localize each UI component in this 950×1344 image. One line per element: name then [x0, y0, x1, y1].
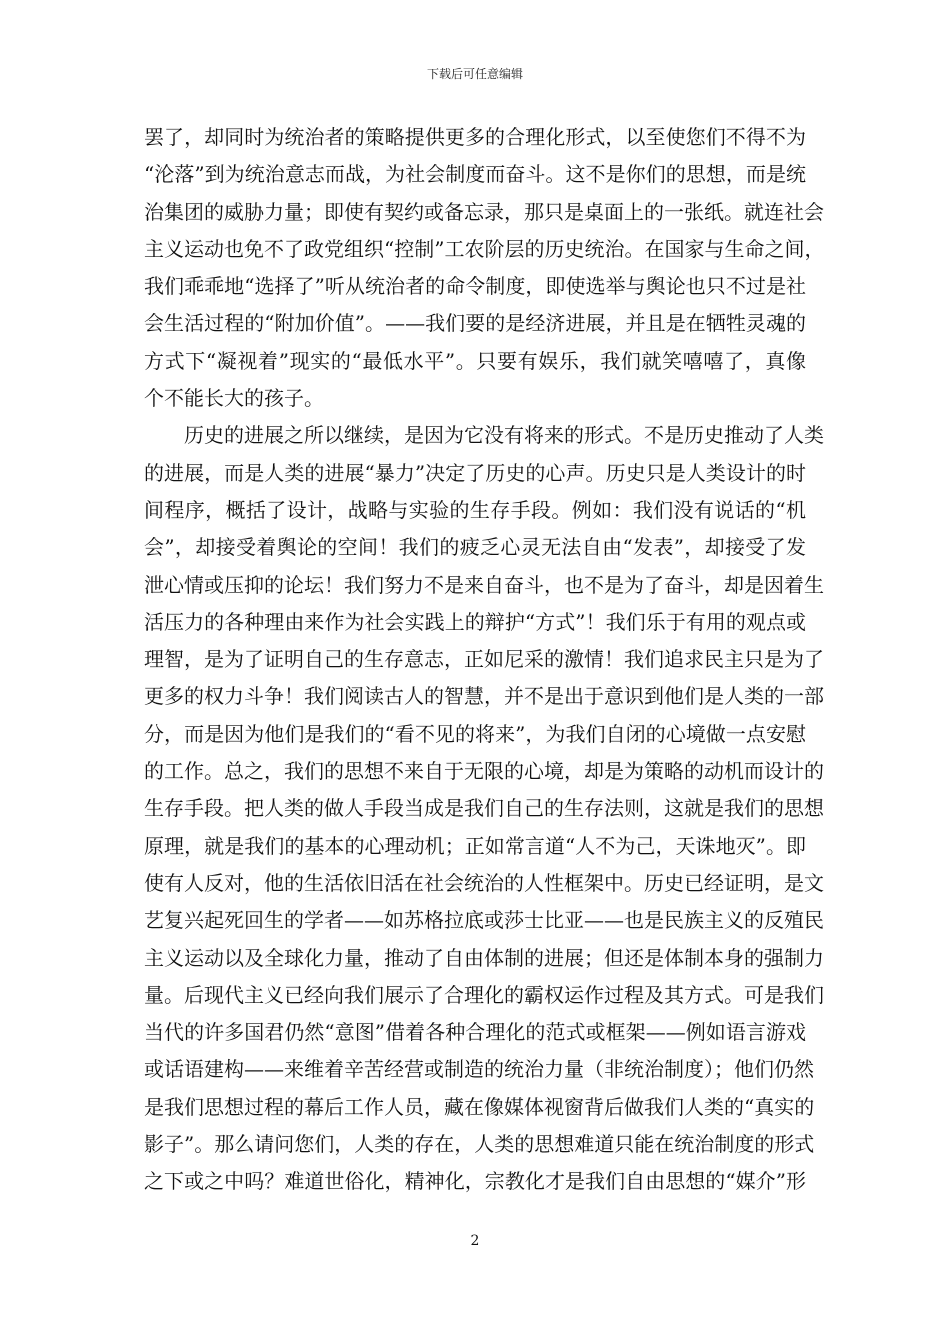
text-line: 活压力的各种理由来作为社会实践上的辩护“方式”！我们乐于有用的观点或	[144, 609, 806, 634]
text-line: 理智，是为了证明自己的生存意志，正如尼采的激情！我们追求民主只是为了	[144, 647, 824, 672]
text-line: 个不能长大的孩子。	[144, 386, 324, 411]
text-line: 的工作。总之，我们的思想不来自于无限的心境，却是为策略的动机而设计的	[144, 759, 824, 784]
text-line: 使有人反对，他的生活依旧活在社会统治的人性框架中。历史已经证明，是文	[144, 870, 824, 895]
paragraph-2	[144, 417, 824, 1200]
text-line: 之下或之中吗？难道世俗化，精神化，宗教化才是我们自由思想的“媒介”形	[144, 1169, 806, 1194]
text-line: 主义运动也免不了政党组织“控制”工农阶层的历史统治。在国家与生命之间，	[144, 236, 825, 261]
text-line: 艺复兴起死回生的学者——如苏格拉底或莎士比亚——也是民族主义的反殖民	[144, 908, 824, 933]
text-line: 当代的许多国君仍然“意图”借着各种合理化的范式或框架——例如语言游戏	[144, 1020, 806, 1045]
text-line: 会生活过程的“附加价值”。——我们要的是经济进展，并且是在牺牲灵魂的	[144, 311, 806, 336]
text-line: 治集团的威胁力量；即使有契约或备忘录，那只是桌面上的一张纸。就连社会	[144, 199, 824, 224]
text-line: 原理，就是我们的基本的心理动机；正如常言道“人不为己，天诛地灭”。即	[144, 833, 806, 858]
paragraph-1	[144, 119, 825, 417]
text-line: 是我们思想过程的幕后工作人员，藏在像媒体视窗背后做我们人类的“真实的	[144, 1094, 815, 1119]
text-line: 量。后现代主义已经向我们展示了合理化的霸权运作过程及其方式。可是我们	[144, 982, 824, 1007]
document-body	[144, 119, 825, 1201]
text-line: “沦落”到为统治意志而战，为社会制度而奋斗。这不是你们的思想，而是统	[144, 162, 806, 187]
text-line: 主义运动以及全球化力量，推动了自由体制的进展；但还是体制本身的强制力	[144, 945, 824, 970]
page-header: 下载后可任意编辑	[426, 67, 523, 81]
text-line: 或话语建构——来维着辛苦经营或制造的统治力量（非统治制度）；他们仍然	[144, 1057, 814, 1082]
text-line: 分，而是因为他们是我们的“看不见的将来”，为我们自闭的心境做一点安慰	[144, 721, 806, 746]
text-line: 生存手段。把人类的做人手段当成是我们自己的生存法则，这就是我们的思想	[144, 796, 824, 821]
text-line: 方式下“凝视着”现实的“最低水平”。只要有娱乐，我们就笑嘻嘻了，真像	[144, 348, 806, 373]
text-line: 历史的进展之所以继续，是因为它没有将来的形式。不是历史推动了人类	[184, 423, 824, 448]
text-line: 泄心情或压抑的论坛！我们努力不是来自奋斗，也不是为了奋斗，却是因着生	[144, 572, 824, 597]
text-line: 罢了，却同时为统治者的策略提供更多的合理化形式，以至使您们不得不为	[144, 125, 806, 149]
text-line: 我们乖乖地“选择了”听从统治者的命令制度，即使选举与舆论也只不过是社	[144, 274, 806, 299]
text-line: 更多的权力斗争！我们阅读古人的智慧，并不是出于意识到他们是人类的一部	[144, 684, 824, 709]
text-line: 的进展，而是人类的进展“暴力”决定了历史的心声。历史只是人类设计的时	[144, 460, 806, 485]
text-line: 影子”。那么请问您们，人类的存在，人类的思想难道只能在统治制度的形式	[144, 1132, 815, 1157]
text-line: 间程序，概括了设计，战略与实验的生存手段。例如：我们没有说话的“机	[144, 497, 806, 522]
page-number: 2	[470, 1233, 480, 1249]
text-line: 会”，却接受着舆论的空间！我们的疲乏心灵无法自由“发表”，却接受了发	[144, 535, 806, 560]
